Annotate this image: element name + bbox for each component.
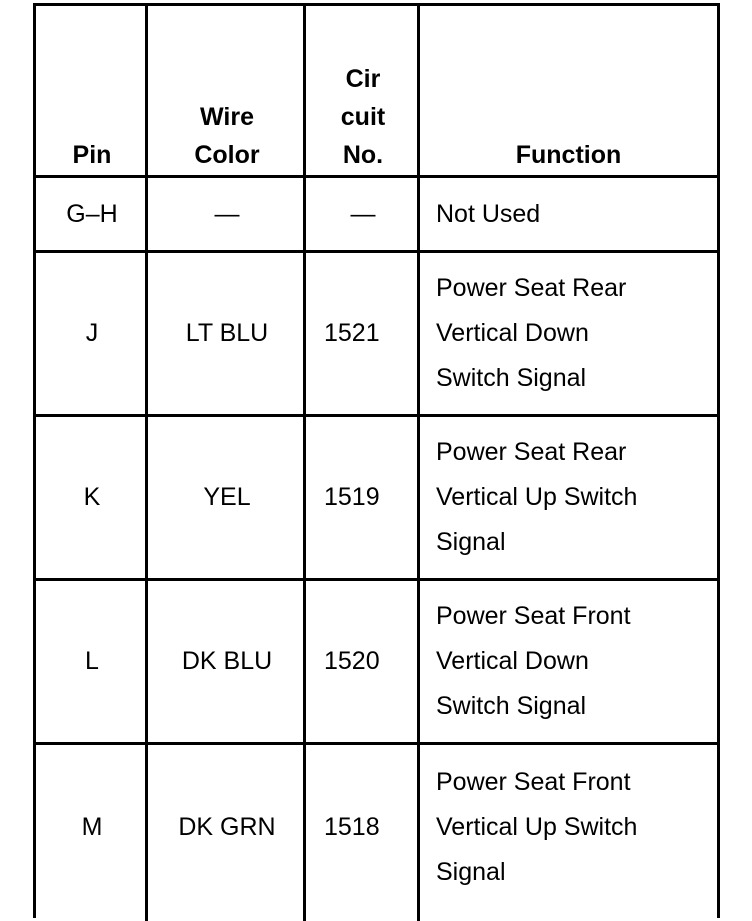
table-row — [36, 417, 717, 581]
circuit-no-cell: 1519 — [324, 483, 380, 511]
header-pin: Pin — [72, 141, 112, 169]
table-row — [36, 253, 717, 417]
circuit-no-cell: 1521 — [324, 319, 380, 347]
header-function: Function — [515, 141, 622, 169]
header-wire-color: Wire Color — [194, 103, 260, 169]
pin-cell: L — [85, 647, 99, 675]
pin-cell: G–H — [66, 199, 118, 228]
pin-cell: K — [83, 483, 101, 511]
function-cell: Power Seat Rear Vertical Down Switch Signal — [436, 274, 627, 392]
wire-color-cell: LT BLU — [185, 319, 269, 347]
header-circuit-no: Cir cuit No. — [340, 65, 386, 169]
table-row — [36, 745, 717, 909]
connector-pinout-table — [33, 3, 720, 918]
wire-color-cell: — — [214, 199, 240, 228]
circuit-no-cell: 1518 — [324, 812, 380, 841]
function-cell: Power Seat Front Vertical Up Switch Signal — [436, 767, 638, 886]
circuit-no-cell: — — [350, 199, 376, 228]
function-cell: Power Seat Front Vertical Down Switch Signal — [436, 602, 631, 720]
wire-color-cell: DK GRN — [178, 812, 276, 841]
table-header-row — [36, 6, 717, 178]
function-cell: Not Used — [436, 199, 541, 228]
wire-color-cell: DK BLU — [181, 647, 273, 675]
circuit-no-cell: 1520 — [324, 647, 380, 675]
function-cell: Power Seat Rear Vertical Up Switch Signal — [436, 438, 638, 556]
table-row — [36, 581, 717, 745]
wire-color-cell: YEL — [203, 483, 251, 511]
pin-cell: J — [85, 319, 99, 347]
table-row — [36, 178, 717, 253]
pin-cell: M — [81, 812, 103, 841]
